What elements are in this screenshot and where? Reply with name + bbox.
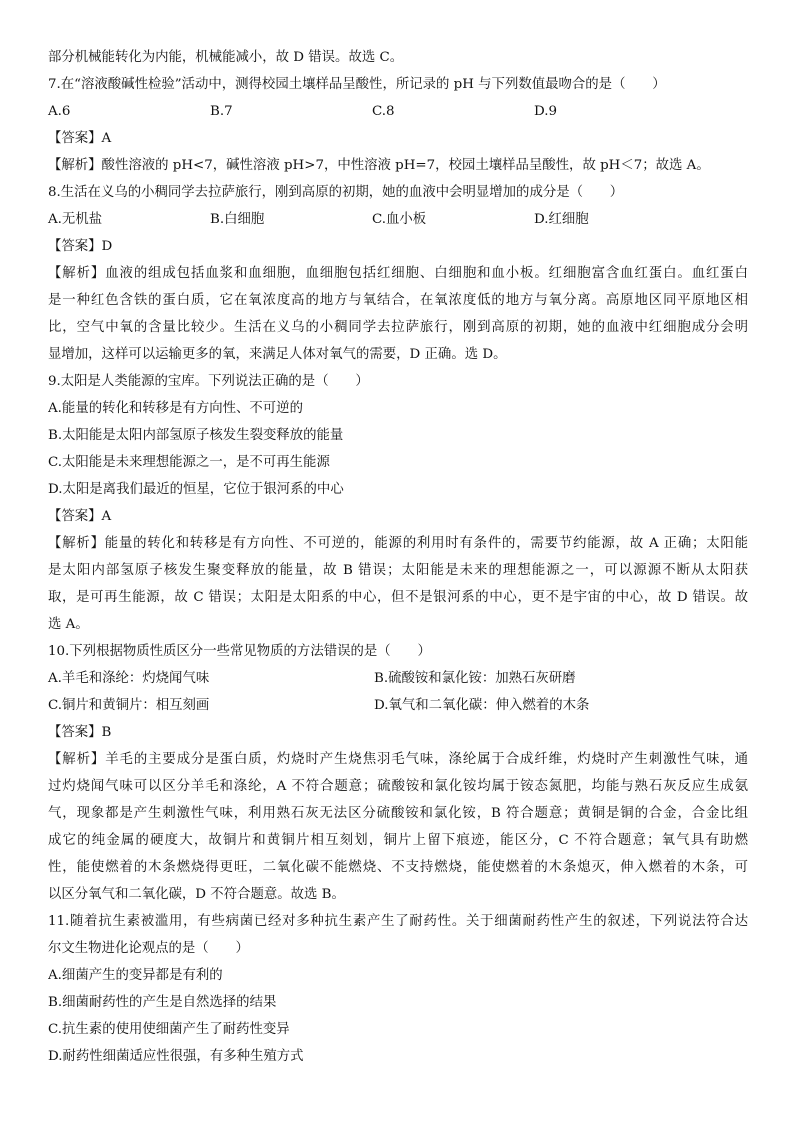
option-a: A.6 (48, 104, 71, 119)
answer-line: 【答案】B (48, 725, 112, 740)
option-c: C.血小板 (372, 212, 427, 227)
analysis-line: 是太阳内部氢原子核发生聚变释放的能量，故 B 错误；太阳能是未来的理想能源之一，可以源源不断从太阳获 (48, 563, 748, 578)
options-row (48, 692, 748, 719)
text-line: 部分机械能转化为内能，机械能减小，故 D 错误。故选 C。 (48, 50, 404, 65)
options-row (48, 665, 748, 692)
analysis-line: 【解析】血液的组成包括血浆和血细胞，血细胞包括红细胞、白细胞和血小板。红细胞富含血红蛋白。血红蛋白 (48, 266, 748, 281)
intro-paragraph (48, 44, 748, 71)
option-c: C.抗生素的使用使细菌产生了耐药性变异 (48, 1022, 290, 1037)
question-8 (48, 179, 748, 368)
question-stem: 9.太阳是人类能源的宝库。下列说法正确的是（ ） (48, 374, 369, 389)
question-stem: 8.生活在义乌的小稠同学去拉萨旅行，刚到高原的初期，她的血液中会明显增加的成分是（ ） (48, 185, 624, 200)
analysis-paragraph (48, 260, 748, 368)
question-9 (48, 368, 748, 638)
option-b: B.细菌耐药性的产生是自然选择的结果 (48, 995, 277, 1010)
option-d: D.耐药性细菌适应性很强，有多种生殖方式 (48, 1049, 304, 1064)
option-c: C.8 (372, 104, 395, 119)
analysis-line: 过灼烧闻气味可以区分羊毛和涤纶，A 不符合题意；硫酸铵和氯化铵均属于铵态氮肥，均能与熟石灰反应生成氨 (48, 779, 748, 794)
analysis-line: 【解析】羊毛的主要成分是蛋白质，灼烧时产生烧焦羽毛气味，涤纶属于合成纤维，灼烧时产生刺激性气味，通 (48, 752, 748, 767)
analysis-paragraph (48, 746, 748, 908)
question-10 (48, 638, 748, 908)
question-11 (48, 908, 748, 1070)
option-d: D.太阳是离我们最近的恒星，它位于银河系的中心 (48, 482, 344, 497)
analysis-line: 显增加，这样可以运输更多的氧，来满足人体对氧气的需要，D 正确。选 D。 (48, 347, 507, 362)
analysis-line: 以区分氧气和二氧化碳，D 不符合题意。故选 B。 (48, 887, 345, 902)
option-b: B.7 (210, 104, 233, 119)
stem-line: 11.随着抗生素被滥用，有些病菌已经对多种抗生素产生了耐药性。关于细菌耐药性产生的叙述，下列说法符合达 (48, 914, 748, 929)
analysis-paragraph (48, 530, 748, 638)
stem-line: 尔文生物进化论观点的是（ ） (48, 941, 249, 956)
analysis-line: 是一种红色含铁的蛋白质，它在氧浓度高的地方与氧结合，在氧浓度低的地方与氧分离。高原地区同平原地区相 (48, 293, 748, 308)
option-c: C.铜片和黄铜片：相互刻画 (48, 698, 210, 713)
question-stem: 10.下列根据物质性质区分一些常见物质的方法错误的是（ ） (48, 644, 431, 659)
option-b: B.太阳能是太阳内部氢原子核发生裂变释放的能量 (48, 428, 344, 443)
options-row (48, 98, 748, 125)
option-d: D.氧气和二氧化碳：伸入燃着的木条 (374, 698, 590, 713)
answer-line: 【答案】D (48, 239, 113, 254)
question-stem (48, 908, 748, 962)
option-b: B.白细胞 (210, 212, 265, 227)
option-b: B.硫酸铵和氯化铵：加熟石灰研磨 (374, 671, 576, 686)
analysis-line: 【解析】能量的转化和转移是有方向性、不可逆的，能源的利用时有条件的，需要节约能源，故 A 正确；太阳能 (48, 536, 748, 551)
analysis-line: 取，是可再生能源，故 C 错误；太阳是太阳系的中心，但不是银河系的中心，更不是宇宙的中心，故 D 错误。故 (48, 590, 748, 605)
analysis-line: 【解析】酸性溶液的 pH<7，碱性溶液 pH>7，中性溶液 pH=7，校园土壤样品呈酸性，故 pH＜7；故选 A。 (48, 158, 710, 173)
option-d: D.9 (534, 104, 558, 119)
analysis-line: 成它的纯金属的硬度大，故铜片和黄铜片相互刻划，铜片上留下痕迹，能区分，C 不符合题意；氧气具有助燃 (48, 833, 748, 848)
analysis-line: 选 A。 (48, 617, 89, 632)
analysis-paragraph (48, 152, 748, 179)
option-a: A.细菌产生的变异都是有利的 (48, 968, 223, 983)
question-7 (48, 71, 748, 179)
analysis-line: 比，空气中氧的含量比较少。生活在义乌的小稠同学去拉萨旅行，刚到高原的初期，她的血液中红细胞成分会明 (48, 320, 748, 335)
option-c: C.太阳能是未来理想能源之一，是不可再生能源 (48, 455, 330, 470)
document-page (48, 44, 748, 1070)
option-d: D.红细胞 (534, 212, 589, 227)
question-stem: 7.在“溶液酸碱性检验”活动中，测得校园土壤样品呈酸性，所记录的 pH 与下列数值最吻合的是（ ） (48, 77, 666, 92)
analysis-line: 气，现象都是产生刺激性气味，利用熟石灰无法区分硫酸铵和氯化铵，B 符合题意；黄铜是铜的合金，合金比组 (48, 806, 748, 821)
answer-line: 【答案】A (48, 509, 112, 524)
option-a: A.羊毛和涤纶：灼烧闻气味 (48, 671, 210, 686)
option-a: A.能量的转化和转移是有方向性、不可逆的 (48, 401, 303, 416)
answer-line: 【答案】A (48, 131, 112, 146)
options-row (48, 206, 748, 233)
option-a: A.无机盐 (48, 212, 103, 227)
analysis-line: 性，能使燃着的木条燃烧得更旺，二氧化碳不能燃烧、不支持燃烧，能使燃着的木条熄灭，伸入燃着的木条，可 (48, 860, 748, 875)
